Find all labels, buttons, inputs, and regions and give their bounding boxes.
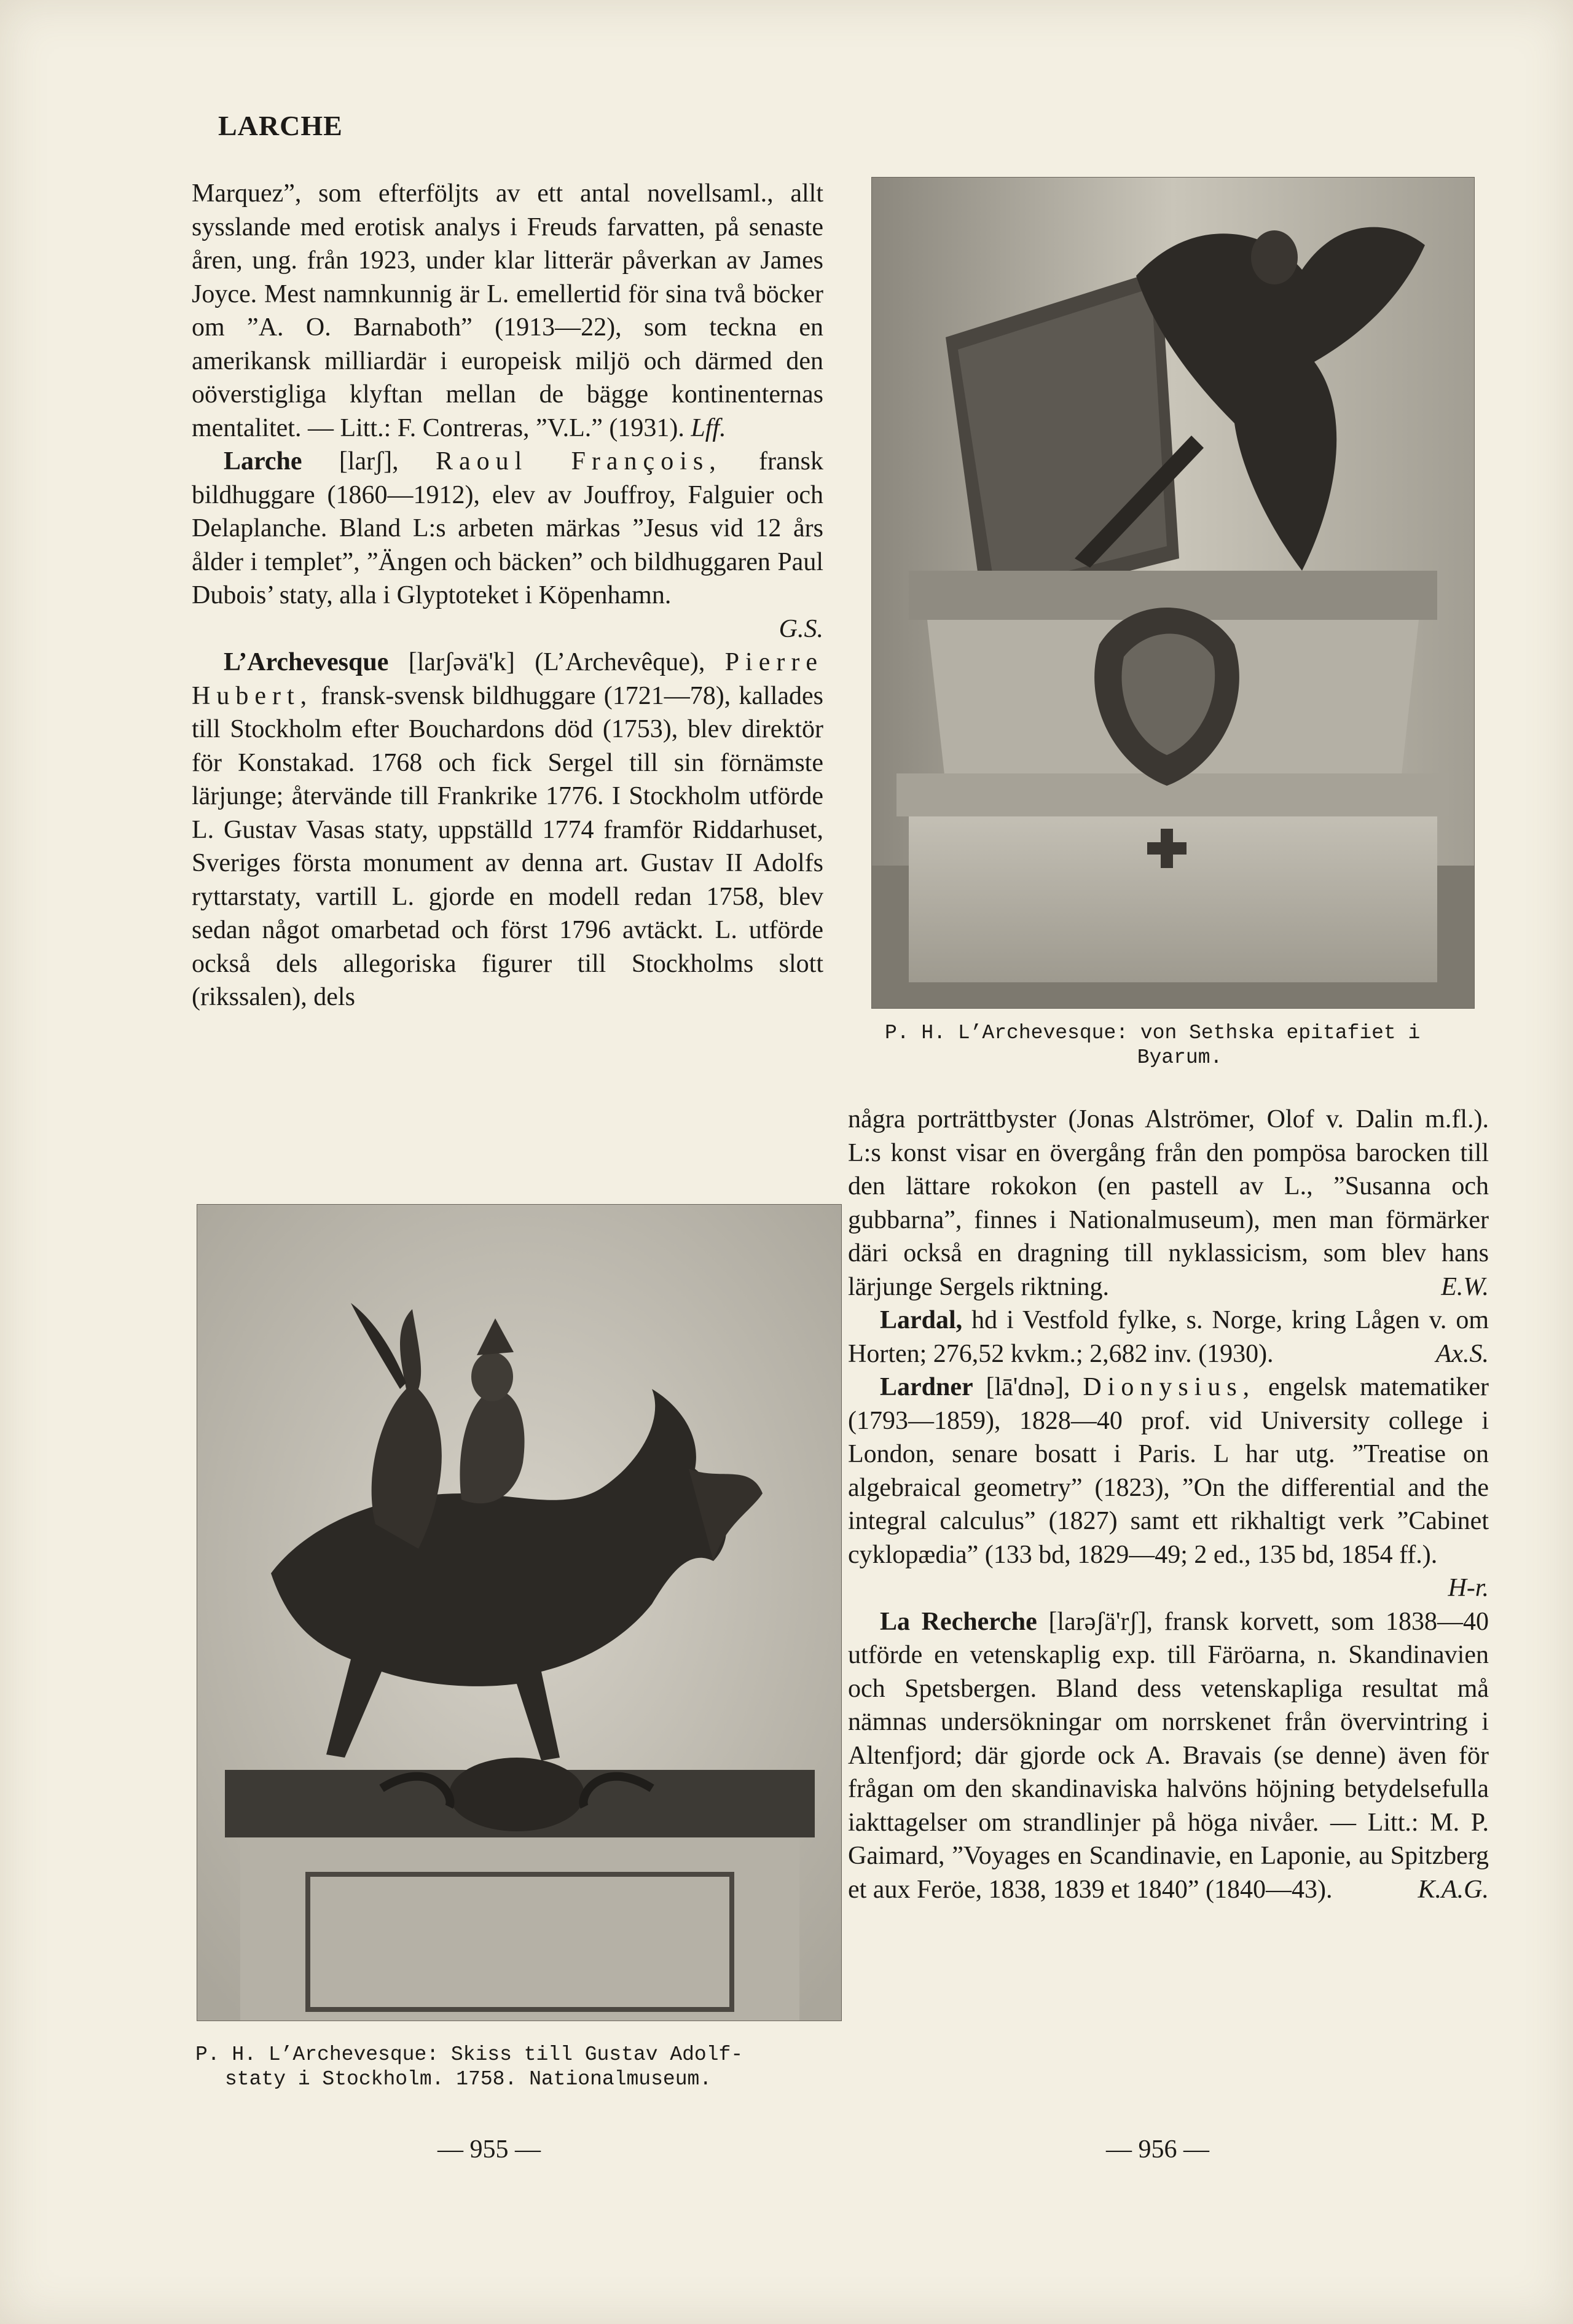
- entry-text: fransk-svensk bildhuggare (1721—78), kallades till Stockholm efter Bouchardons död (1753), blev direktör för Konstakad. 1768 och fick Sergel till sin förnämste lärjunge; återvände till Frankrike 1776. I Stockholm utförde L. Gustav Vasas staty, uppställd 1774 framför Riddarhuset, Sveriges första monument av denna art. Gustav II Adolfs ryttarstaty, vartill L. gjorde en modell redan 1758, blev sedan något omarbetad och först 1796 avtäckt. L. utförde också dels allegoriska figurer till Stockholms slott (rikssalen), dels: [192, 681, 824, 1011]
- given-name: Raoul François,: [435, 447, 722, 475]
- entry-lardal: [848, 1304, 1489, 1371]
- alt-spelling: (L’Archevêque),: [535, 648, 705, 676]
- right-column: [848, 1103, 1489, 1906]
- entry-lardner: [848, 1371, 1489, 1602]
- pronunciation: [lā'dnə],: [986, 1373, 1070, 1401]
- entry-la-recherche: [848, 1605, 1489, 1907]
- entry-larchevesque: [192, 646, 823, 1014]
- entry-larchevesque-continuation: [848, 1103, 1489, 1304]
- caption-line: staty i Stockholm. 1758. Nationalmuseum.: [225, 2068, 712, 2091]
- page-header: LARCHE: [218, 110, 343, 141]
- pronunciation: [larəʃä'rʃ],: [1048, 1607, 1153, 1636]
- text-marquez: Marquez”, som efterföljts av ett antal novellsaml., allt sysslande med erotisk analys i Freuds farvatten, på senaste åren, ung. från 1923, under klar litterär påverkan av James Joyce. Mest namnkunnig är L. emellertid för sina två böcker om ”A. O. Barnaboth” (1913—22), som teckna en amerikansk milliardär i europeisk miljö och därmed den oöverstigliga klyftan mellan de bägge kontinenternas mentalitet. — Litt.: F. Contreras, ”V.L.” (1931).: [192, 179, 823, 442]
- page-number-right: — 956 —: [1106, 2135, 1209, 2164]
- given-name: Pierre Hubert,: [192, 648, 823, 710]
- caption-equestrian-sketch: [195, 2043, 841, 2092]
- headword: L’Archevesque: [224, 648, 389, 676]
- headword: Larche: [224, 447, 302, 475]
- caption-line: P. H. L’Archevesque: Skiss till Gustav Adolf-: [195, 2043, 743, 2066]
- signature: K.A.G.: [1418, 1875, 1489, 1904]
- given-name: Dionysius,: [1083, 1373, 1256, 1401]
- caption-line: Byarum.: [1137, 1046, 1223, 1069]
- signature: E.W.: [1441, 1272, 1489, 1301]
- caption-epitaph: [885, 1021, 1475, 1070]
- signature: Lff.: [691, 413, 726, 442]
- signature: Ax.S.: [1435, 1339, 1489, 1368]
- headword: Lardal,: [880, 1306, 963, 1334]
- photo-epitaph: [871, 177, 1475, 1009]
- entry-text: några porträttbyster (Jonas Alströmer, Olof v. Dalin m.fl.). L:s konst visar en övergång från den pompösa barocken till den lättare rokokon (en pastell av L., ”Susanna och gubbarna”, finnes i Nationalmuseum), men man förmärker däri också en dragning till nyklassicism, som blev hans lärjunge Sergels riktning.: [848, 1105, 1489, 1301]
- entry-text: engelsk matematiker (1793—1859), 1828—40 prof. vid University college i London, senare bosatt i Paris. L har utg. ”Treatise on algebraical geometry” (1823), ”On the differential and the integral calculus” (1827) samt ett rikhaltigt verk ”Cabinet cyklopædia” (133 bd, 1829—49; 2 ed., 135 bd, 1854 ff.).: [848, 1373, 1489, 1569]
- headword: La Recherche: [880, 1607, 1037, 1636]
- entry-text: fransk korvett, som 1838—40 utförde en vetenskaplig exp. till Färöarna, n. Skandinavien och Spetsbergen. Bland dess vetenskapliga resultat må nämnas undersökningar om norrskenet från övervintring i Altenfjord; där gjorde ock A. Bravais (se denne) även för frågan om den skandinaviska halvöns höjning betydelsefulla iakttagelser om strandlinjer på höga nivåer. — Litt.: M. P. Gaimard, ”Voyages en Scandinavie, en Laponie, au Spitzberg et aux Feröe, 1838, 1839 et 1840” (1840—43).: [848, 1607, 1489, 1904]
- pronunciation: [larʃ],: [339, 447, 399, 475]
- caption-line: P. H. L’Archevesque: von Sethska epitafiet i: [885, 1022, 1421, 1044]
- signature: H-r.: [1448, 1574, 1489, 1602]
- headword: Lardner: [880, 1373, 973, 1401]
- photo-equestrian-sketch: [197, 1204, 842, 2021]
- entry-text: hd i Vestfold fylke, s. Norge, kring Lågen v. om Horten; 276,52 kvkm.; 2,682 inv. (1930).: [848, 1306, 1489, 1368]
- signature: G.S.: [779, 614, 823, 643]
- pronunciation: [larʃəvä'k]: [408, 648, 515, 676]
- entry-larche: [192, 445, 823, 646]
- left-column: [192, 177, 823, 1014]
- entry-marquez-continuation: [192, 177, 823, 445]
- entry-text: fransk bildhuggare (1860—1912), elev av Jouffroy, Falguier och Delaplanche. Bland L:s arbeten märkas ”Jesus vid 12 års ålder i templet”, ”Ängen och bäcken” och bildhuggaren Paul Dubois’ staty, alla i Glyptoteket i Köpenhamn.: [192, 447, 823, 609]
- page-number-left: — 955 —: [437, 2135, 541, 2164]
